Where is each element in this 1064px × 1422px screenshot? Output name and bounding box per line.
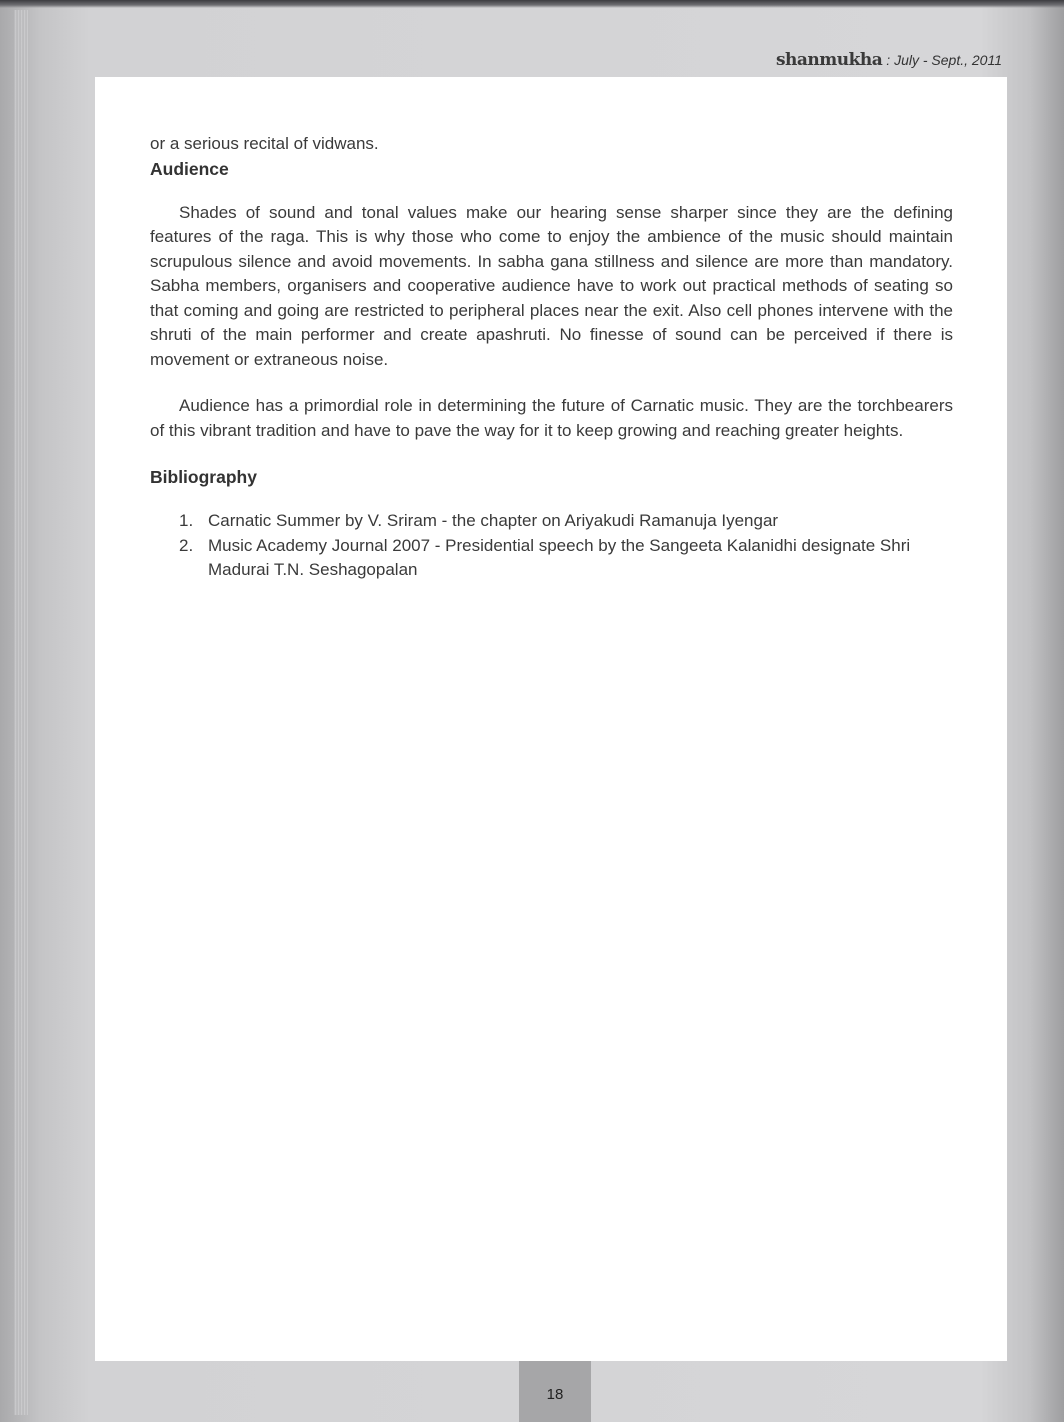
magazine-logo: shanmukha xyxy=(775,50,883,70)
article-body xyxy=(150,132,953,583)
section-heading-audience: Audience xyxy=(150,158,229,179)
list-number: 2. xyxy=(179,535,194,555)
issue-date: : July - Sept., 2011 xyxy=(886,52,1002,68)
list-item xyxy=(179,534,953,583)
list-number: 1. xyxy=(179,511,194,530)
list-text: Music Academy Journal 2007 - Presidential speech by the Sangeeta Kalanidhi designate Shri Madurai T.N. Seshagopalan xyxy=(208,535,911,579)
scan-top-edge xyxy=(0,0,1064,8)
page-number: 18 xyxy=(546,1386,564,1403)
paragraph: Audience has a primordial role in determining the future of Carnatic music. They are the torchbearers of this vibrant tradition and have to pave the way for it to keep growing and reaching greater heights. xyxy=(150,396,953,440)
running-header xyxy=(776,50,1002,74)
lead-text: or a serious recital of vidwans. xyxy=(150,134,379,153)
list-item xyxy=(179,509,953,534)
section-heading-bibliography: Bibliography xyxy=(150,467,257,487)
bibliography-list xyxy=(150,509,953,583)
list-text: Carnatic Summer by V. Sriram - the chapter on Ariyakudi Ramanuja Iyengar xyxy=(208,511,779,530)
page-edge-stack xyxy=(14,10,28,1415)
paragraph: Shades of sound and tonal values make our hearing sense sharper since they are the defining features of the raga. This is why those who come to enjoy the ambience of the music should maintain scrupulous silence and avoid movements. In sabha gana stillness and silence are more than mandatory. Sabha members, organisers and cooperative audience have to work out practical methods of seating so that coming and going are restricted to peripheral places near the exit. Also cell phones intervene with the shruti of the main performer and create apashruti. No finesse of sound can be perceived if there is movement or extraneous noise. xyxy=(150,202,953,369)
